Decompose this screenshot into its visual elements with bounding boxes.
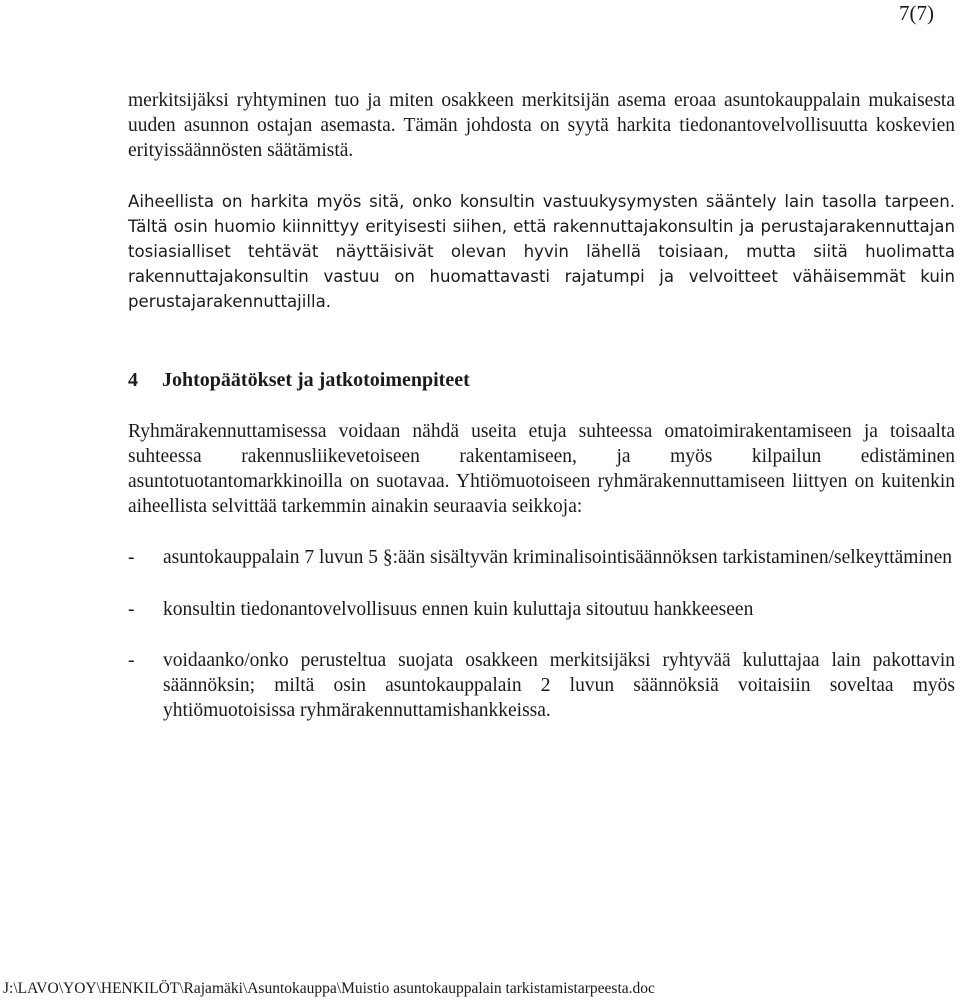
document-body bbox=[128, 88, 955, 723]
list-item bbox=[128, 597, 955, 622]
issue-list bbox=[128, 545, 955, 723]
list-marker: - bbox=[128, 547, 135, 569]
section-title: Johtopäätökset ja jatkotoimenpiteet bbox=[162, 368, 470, 391]
list-item-text: voidaanko/onko perusteltua suojata osakkeen merkitsijäksi ryhtyvää kuluttajaa lain pakottavin säännöksin; miltä osin asuntokauppalain 2 luvun säännöksiä voitaisiin soveltaa myös yhtiömuotoisissa ryhmärakennuttamishankkeissa. bbox=[163, 649, 955, 722]
list-item bbox=[128, 648, 955, 724]
paragraph-3: Ryhmärakennuttamisessa voidaan nähdä useita etuja suhteessa omatoimirakentamiseen ja toisaalta suhteessa rakennusliikevetoiseen rakentamiseen, ja myös kilpailun edistäminen asuntotuotantomarkkinoilla on suotavaa. Yhtiömuotoiseen ryhmärakennuttamiseen liittyen on kuitenkin aiheellista selvittää tarkemmin ainakin seuraavia seikkoja: bbox=[128, 420, 955, 518]
section-heading bbox=[128, 367, 955, 393]
list-item-text: asuntokauppalain 7 luvun 5 §:ään sisältyvän kriminalisointisäännöksen tarkistaminen/selkeyttäminen bbox=[163, 547, 953, 569]
footer-file-path: J:\LAVO\YOY\HENKILÖT\Rajamäki\Asuntokauppa\Muistio asuntokauppalain tarkistamistarpeesta.doc bbox=[3, 980, 655, 997]
list-item-text: konsultin tiedonantovelvollisuus ennen kuin kuluttaja sitoutuu hankkeeseen bbox=[163, 598, 754, 620]
list-item bbox=[128, 545, 955, 570]
list-marker: - bbox=[128, 649, 135, 671]
list-marker: - bbox=[128, 598, 135, 620]
section-number: 4 bbox=[128, 368, 138, 391]
page-number: 7(7) bbox=[899, 1, 934, 25]
paragraph-1: merkitsijäksi ryhtyminen tuo ja miten osakkeen merkitsijän asema eroaa asuntokauppalain mukaisesta uuden asunnon ostajan asemasta. Tämän johdosta on syytä harkita tiedonantovelvollisuutta koskevien erityissäännösten säätämistä. bbox=[128, 90, 955, 162]
paragraph-2: Aiheellista on harkita myös sitä, onko konsultin vastuukysymysten sääntely lain tasolla tarpeen. Tältä osin huomio kiinnittyy erityisesti siihen, että rakennuttajakonsultin ja perustajarakennuttajan tosiasialliset tehtävät näyttäisivät olevan hyvin lähellä toisiaan, mutta siitä huolimatta rakennuttajakonsultin vastuu on huomattavasti rajatumpi ja velvoitteet vähäisemmät kuin perustajarakennuttajilla. bbox=[128, 191, 955, 312]
